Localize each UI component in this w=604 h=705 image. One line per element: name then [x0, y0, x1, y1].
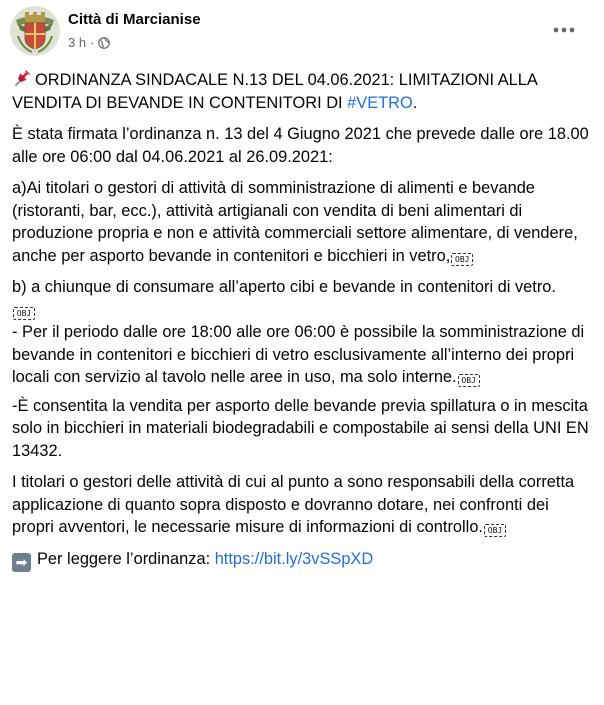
title-tail: .	[412, 93, 418, 112]
obj-placeholder-icon: OBJ	[458, 374, 480, 387]
point-b-paragraph	[12, 276, 592, 389]
post-time[interactable]: 3 h	[68, 35, 87, 50]
post-header	[12, 0, 592, 68]
page-avatar[interactable]	[10, 6, 60, 56]
obj-placeholder-icon: OBJ	[484, 524, 506, 537]
right-arrow-icon: ➡	[12, 553, 31, 572]
meta-separator: ·	[90, 35, 95, 50]
author-block	[68, 6, 201, 52]
author-name[interactable]: Città di Marcianise	[68, 11, 201, 28]
hashtag-link[interactable]: #VETRO	[347, 93, 413, 112]
obj-placeholder-icon: OBJ	[451, 253, 473, 266]
title-text: ORDINANZA SINDACALE N.13 DEL 04.06.2021: LIMITAZIONI ALLA VENDITA DI BEVANDE IN CONTENITORI DI	[12, 71, 537, 112]
closing-paragraph	[12, 471, 592, 539]
closing-text: I titolari o gestori delle attività di cui al punto a sono responsabili della corretta applicazione di quanto sopra disposto e dovranno dotare, nei confronti dei propri avventori, le necessarie misure di informazioni di controllo.	[12, 473, 575, 536]
read-more-paragraph	[12, 548, 592, 572]
note-2-paragraph: -È consentita la vendita per asporto delle bevande previa spillatura o in mescita solo in bicchieri in materiali biodegradabili e compostabile ai sensi della UNI EN 13432.	[12, 396, 589, 460]
globe-icon[interactable]	[98, 37, 110, 49]
city-crest-icon	[10, 6, 60, 56]
post-title	[12, 68, 592, 114]
pushpin-icon	[12, 68, 32, 88]
point-a-text: a)Ai titolari o gestori di attività di somministrazione di alimenti e bevande (ristoranti, bar, ecc.), attività artigianali con vendita di beni alimentari di produzione propria e non e attività commerciali settore alimentare, di vendere, anche per asporto bevande in contenitori e bicchieri in vetro,	[12, 179, 578, 265]
ordinance-link[interactable]: https://bit.ly/3vSSpXD	[214, 549, 374, 568]
point-a-paragraph	[12, 177, 592, 267]
read-more-label: Per leggere l’ordinanza:	[37, 549, 215, 568]
more-options-button[interactable]	[546, 18, 582, 42]
point-b-text: b) a chiunque di consumare all’aperto cibi e bevande in contenitori di vetro.	[12, 278, 556, 296]
intro-paragraph: È stata firmata l’ordinanza n. 13 del 4 Giugno 2021 che prevede dalle ore 18.00 alle ore 06:00 dal 04.06.2021 al 26.09.2021:	[12, 125, 589, 166]
post-meta	[68, 34, 201, 52]
note-1-text: - Per il periodo dalle ore 18:00 alle ore 06:00 è possibile la somministrazione di bevande in contenitori e bicchieri di vetro esclusivamente all’interno dei propri locali con servizio al tavolo nelle aree in uso, ma solo interne.	[12, 323, 585, 386]
post-body	[12, 68, 592, 572]
obj-placeholder-icon: OBJ	[13, 307, 35, 320]
more-horizontal-icon	[553, 27, 575, 33]
